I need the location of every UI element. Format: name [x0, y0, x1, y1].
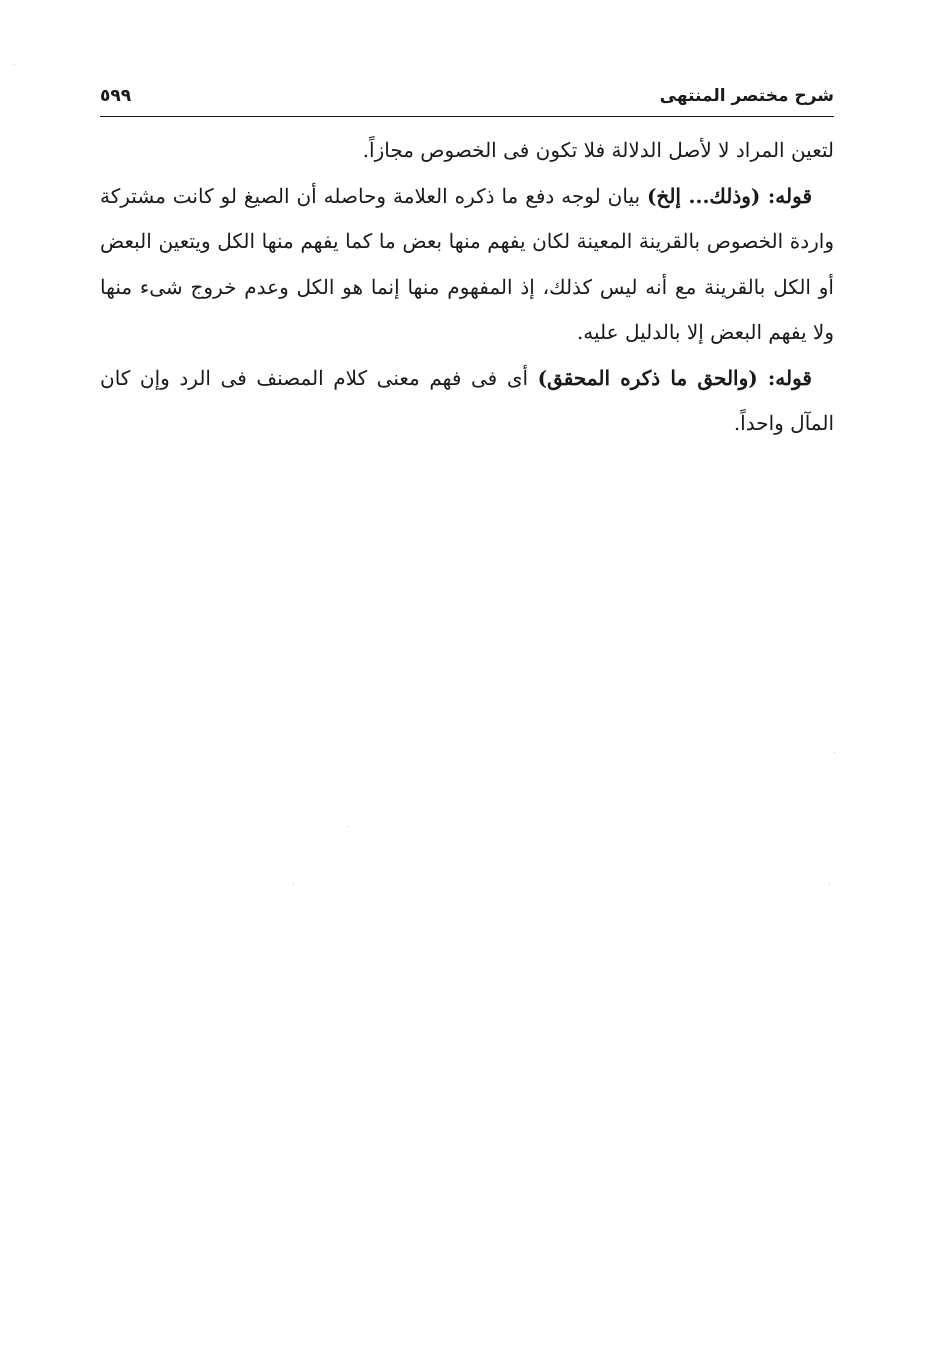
scan-speck: [834, 752, 835, 753]
paragraph-3-text: أى فى فهم معنى كلام المصنف فى الرد وإن كان المآل واحداً.: [100, 365, 834, 435]
paragraph-1-text: لتعين المراد لا لأصل الدلالة فلا تكون فى الخصوص مجازاً.: [362, 138, 834, 162]
paragraph-2-text: بيان لوجه دفع ما ذكره العلامة وحاصله أن الصيغ لو كانت مشتركة واردة الخصوص بالقرينة المعينة لكان يفهم منها بعض ما كما يفهم منها الكل ويتعين البعض أو الكل بالقرينة مع أنه ليس كذلك، إذ المفهوم منها إنما هو الكل وعدم خروج شىء منها ولا يفهم البعض إلا بالدليل عليه.: [100, 183, 834, 344]
paragraph-3: [100, 356, 834, 447]
scan-speck: [293, 884, 294, 885]
paragraph-2-lead: قوله: (وذلك... إلخ): [646, 183, 813, 208]
commentary-body: [100, 128, 834, 447]
scan-speck: [347, 826, 348, 827]
paragraph-1: [100, 128, 834, 174]
page-number: ٥٩٩: [100, 86, 132, 106]
running-header: [100, 80, 834, 116]
scan-speck: [14, 64, 15, 65]
header-divider: [100, 116, 834, 117]
book-title: شرح مختصر المنتهى: [659, 86, 834, 106]
paragraph-2: [100, 174, 834, 356]
paragraph-3-lead: قوله: (والحق ما ذكره المحقق): [537, 365, 812, 390]
scan-speck: [829, 884, 830, 885]
